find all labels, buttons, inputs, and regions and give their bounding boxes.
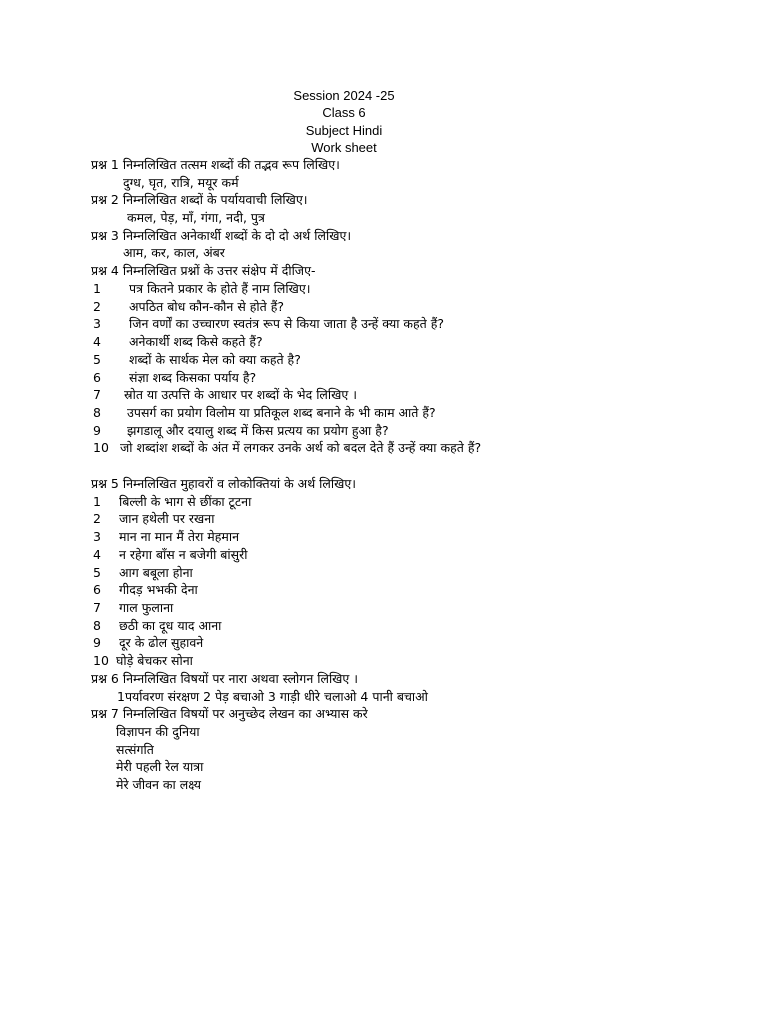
item-text: दूर के ढोल सुहावने: [119, 635, 204, 650]
item-text: गाल फुलाना: [119, 600, 174, 615]
item-number: 7: [93, 600, 101, 615]
item-text: गीदड़ भभकी देना: [119, 582, 198, 597]
item-text: छठी का दूध याद आना: [119, 618, 222, 633]
question-7-topic: विज्ञापन की दुनिया: [116, 724, 200, 739]
item-number: 10: [93, 653, 109, 668]
item-number: 10: [93, 440, 109, 455]
list-item: [93, 422, 389, 439]
item-text: पत्र कितने प्रकार के होते हैं नाम लिखिए।: [129, 281, 311, 296]
list-item: [93, 564, 193, 581]
list-item: [93, 652, 193, 669]
question-3-words: आम, कर, काल, अंबर: [123, 245, 225, 260]
item-text: न रहेगा बाँस न बजेगी बांसुरी: [119, 547, 248, 562]
list-item: [93, 510, 215, 527]
list-item: [93, 298, 284, 315]
list-item: [93, 280, 311, 297]
item-text: आग बबूला होना: [119, 565, 193, 580]
item-number: 9: [93, 635, 101, 650]
item-number: 1: [93, 281, 101, 296]
item-number: 2: [93, 299, 101, 314]
item-number: 9: [93, 423, 101, 438]
item-number: 1: [93, 494, 101, 509]
item-number: 7: [93, 387, 101, 402]
question-6-topics: 1पर्यावरण संरक्षण 2 पेड़ बचाओ 3 गाड़ी धीरे चलाओ 4 पानी बचाओ: [117, 689, 428, 704]
item-number: 6: [93, 370, 101, 385]
list-item: [93, 493, 252, 510]
question-7-topic: सत्संगति: [116, 742, 154, 757]
item-text: उपसर्ग का प्रयोग विलोम या प्रतिकूल शब्द बनाने के भी काम आते हैं?: [127, 405, 436, 420]
item-text: झगडालू और दयालु शब्द में किस प्रत्यय का प्रयोग हुआ है?: [127, 423, 389, 438]
list-item: [93, 634, 204, 651]
item-text: शब्दों के सार्थक मेल को क्या कहते है?: [129, 352, 301, 367]
item-number: 8: [93, 405, 101, 420]
item-text: अपठित बोध कौन-कौन से होते हैं?: [129, 299, 284, 314]
list-item: [93, 599, 174, 616]
item-number: 5: [93, 352, 101, 367]
item-text: घोड़े बेचकर सोना: [116, 653, 193, 668]
item-text: जान हथेली पर रखना: [119, 511, 215, 526]
question-2: प्रश्न 2 निम्नलिखित शब्दों के पर्यायवाची लिखिए।: [91, 192, 308, 207]
question-1-words: दुग्ध, घृत, रात्रि, मयूर कर्म: [123, 175, 239, 190]
list-item: [93, 351, 301, 368]
item-number: 3: [93, 316, 101, 331]
list-item: [93, 333, 263, 350]
item-number: 4: [93, 334, 101, 349]
session-line: Session 2024 -25: [293, 88, 395, 103]
item-text: जो शब्दांश शब्दों के अंत में लगकर उनके अर्थ को बदल देते हैं उन्हें क्या कहते हैं?: [120, 440, 482, 455]
item-number: 2: [93, 511, 101, 526]
class-line: Class 6: [322, 105, 366, 120]
item-number: 8: [93, 618, 101, 633]
item-text: संज्ञा शब्द किसका पर्याय है?: [129, 370, 257, 385]
list-item: [93, 439, 482, 456]
list-item: [93, 404, 436, 421]
list-item: [93, 581, 198, 598]
list-item: [93, 546, 248, 563]
question-1: प्रश्न 1 निम्नलिखित तत्सम शब्दों की तद्भव रूप लिखिए।: [91, 157, 340, 172]
subject-line: Subject Hindi: [305, 123, 383, 138]
list-item: [93, 528, 240, 545]
item-text: अनेकार्थी शब्द किसे कहते हैं?: [129, 334, 263, 349]
item-number: 5: [93, 565, 101, 580]
item-text: बिल्ली के भाग से छींका टूटना: [119, 494, 252, 509]
item-number: 4: [93, 547, 101, 562]
question-5: प्रश्न 5 निम्नलिखित मुहावरों व लोकोक्तियां के अर्थ लिखिए।: [91, 476, 356, 491]
list-item: [93, 617, 222, 634]
worksheet-title: Work sheet: [311, 140, 377, 155]
question-7: प्रश्न 7 निम्नलिखित विषयों पर अनुच्छेद लेखन का अभ्यास करे: [91, 706, 368, 721]
item-number: 6: [93, 582, 101, 597]
question-2-words: कमल, पेड़, माँ, गंगा, नदी, पुत्र: [127, 210, 265, 225]
question-3: प्रश्न 3 निम्नलिखित अनेकार्थी शब्दों के दो दो अर्थ लिखिए।: [91, 228, 352, 243]
item-text: स्रोत या उत्पत्ति के आधार पर शब्दों के भेद लिखिए ।: [124, 387, 357, 402]
question-4: प्रश्न 4 निम्नलिखित प्रश्नों के उत्तर संक्षेप में दीजिए-: [91, 263, 316, 278]
list-item: [93, 386, 357, 403]
item-text: मान ना मान मैं तेरा मेहमान: [119, 529, 240, 544]
list-item: [93, 315, 445, 332]
list-item: [93, 369, 257, 386]
item-text: जिन वर्णों का उच्चारण स्वतंत्र रूप से किया जाता है उन्हें क्या कहते हैं?: [129, 316, 445, 331]
question-7-topic: मेरी पहली रेल यात्रा: [116, 759, 204, 774]
question-6: प्रश्न 6 निम्नलिखित विषयों पर नारा अथवा स्लोगन लिखिए ।: [91, 671, 359, 686]
question-7-topic: मेरे जीवन का लक्ष्य: [116, 777, 202, 792]
item-number: 3: [93, 529, 101, 544]
